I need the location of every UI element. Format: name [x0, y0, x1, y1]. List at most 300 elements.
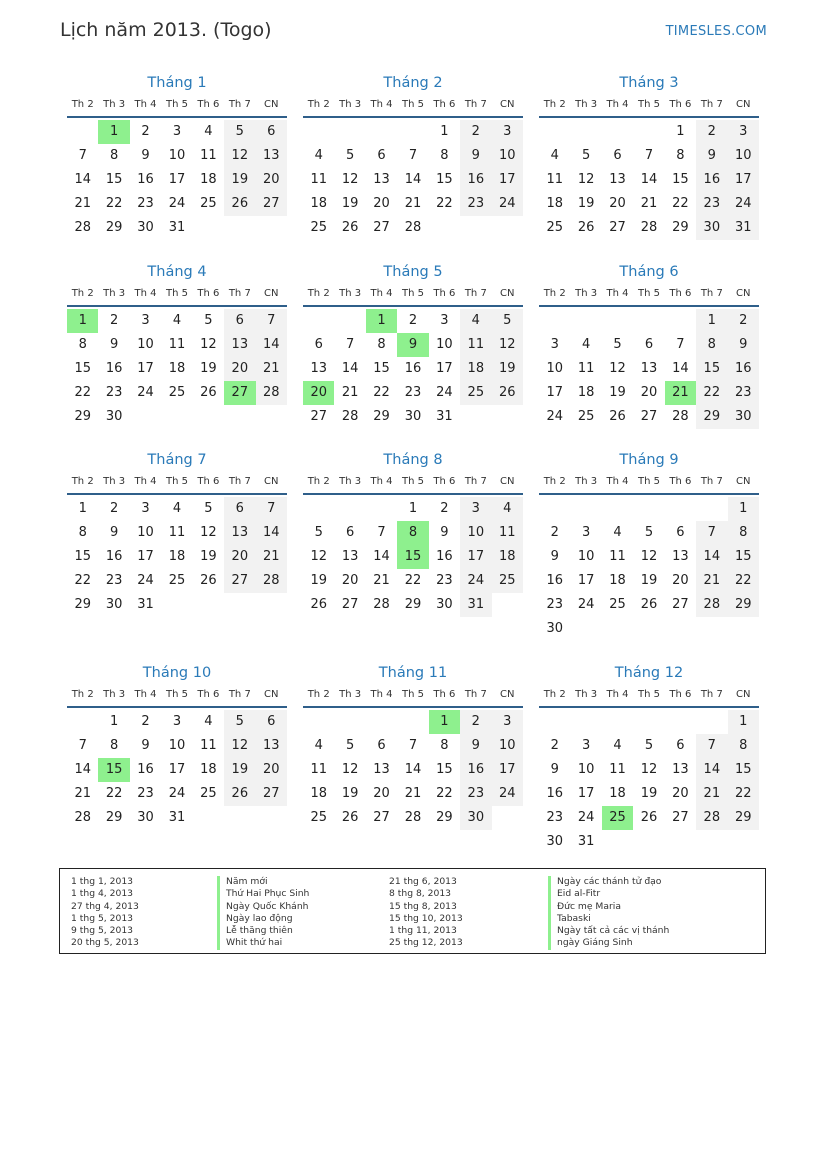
weekday-label: Th 3 [103, 689, 126, 700]
day-cell: 8 [440, 738, 449, 753]
day-cell: 21 [74, 786, 91, 801]
weekday-label: Th 5 [165, 476, 188, 487]
day-cell: 15 [436, 172, 453, 187]
weekday-label: Th 5 [401, 99, 424, 110]
legend-holiday-name: Thứ Hai Phục Sinh [217, 888, 309, 900]
weekday-label: Th 2 [307, 288, 330, 299]
weekday-label: Th 7 [700, 476, 723, 487]
weekday-label: Th 2 [543, 99, 566, 110]
day-cell: 24 [168, 786, 186, 801]
legend-date: 1 thg 5, 2013 [71, 912, 134, 924]
day-cell: 7 [78, 148, 87, 163]
day-cell: 9 [141, 738, 150, 753]
empty-cell [570, 120, 601, 144]
day-grid [303, 710, 523, 830]
month-name: Tháng 1 [147, 75, 207, 91]
day-grid [539, 120, 759, 240]
day-cell: 21 [696, 782, 727, 806]
weekday-label: Th 7 [700, 99, 723, 110]
month-block [303, 662, 523, 830]
day-cell: 26 [341, 220, 359, 235]
weekday-label: Th 2 [71, 476, 94, 487]
legend-date: 1 thg 1, 2013 [71, 876, 134, 887]
day-cell: 26 [341, 810, 359, 825]
day-cell: 1 [109, 714, 119, 729]
day-cell: 11 [609, 762, 626, 777]
day-cell: 13 [609, 172, 626, 187]
day-cell: 8 [696, 333, 727, 357]
day-cell: 1 [696, 309, 727, 333]
day-cell: 6 [345, 525, 355, 540]
empty-cell [303, 497, 334, 521]
day-cell: 31 [436, 409, 453, 424]
day-cell: 16 [546, 786, 563, 801]
day-cell: 24 [577, 597, 595, 612]
day-cell: 28 [640, 220, 658, 235]
weekday-label: Th 4 [606, 288, 629, 299]
month-block [67, 261, 287, 429]
day-cell: 11 [310, 172, 327, 187]
legend-dates-right [389, 876, 463, 950]
day-cell: 19 [224, 168, 255, 192]
day-cell: 24 [577, 810, 595, 825]
weekday-label: Th 3 [575, 99, 598, 110]
weekday-label: Th 3 [339, 476, 362, 487]
day-cell: 28 [696, 806, 727, 830]
site-link[interactable]: TIMESLES.COM [665, 24, 767, 39]
day-cell: 29 [105, 220, 123, 235]
weekday-label: Th 6 [197, 99, 220, 110]
weekday-label: Th 4 [370, 689, 393, 700]
month-name: Tháng 11 [378, 665, 448, 681]
day-cell: 2 [109, 313, 119, 328]
day-cell: 17 [577, 573, 595, 588]
day-cell: 7 [408, 148, 418, 163]
day-cell: 24 [728, 192, 759, 216]
holiday-day-cell: 15 [98, 758, 129, 782]
day-cell: 27 [609, 220, 626, 235]
weekday-label: Th 6 [433, 476, 456, 487]
day-cell: 8 [728, 521, 759, 545]
weekday-label: Th 3 [339, 288, 362, 299]
day-cell: 13 [672, 549, 689, 564]
day-cell: 8 [728, 734, 759, 758]
day-cell: 4 [613, 738, 622, 753]
day-cell: 26 [310, 597, 327, 612]
weekday-header [539, 94, 759, 118]
day-cell: 8 [78, 337, 87, 352]
weekday-label: Th 7 [464, 288, 487, 299]
legend-holiday-name: Năm mới [217, 876, 309, 888]
day-cell: 4 [314, 148, 323, 163]
day-cell: 18 [492, 545, 523, 569]
day-cell: 28 [74, 810, 91, 825]
day-cell: 20 [640, 385, 658, 400]
day-cell: 19 [609, 385, 626, 400]
day-cell: 21 [373, 573, 390, 588]
day-cell: 29 [74, 597, 91, 612]
day-cell: 8 [377, 337, 386, 352]
day-cell: 26 [640, 597, 658, 612]
weekday-label: Th 7 [464, 689, 487, 700]
weekday-label: CN [264, 99, 279, 110]
day-cell: 24 [436, 385, 453, 400]
weekday-header [303, 283, 523, 307]
empty-cell [334, 497, 365, 521]
day-cell: 20 [256, 758, 287, 782]
day-cell: 2 [408, 313, 418, 328]
day-cell: 2 [440, 501, 449, 516]
day-cell: 7 [676, 337, 685, 352]
day-cell: 14 [373, 549, 390, 564]
day-cell: 1 [408, 501, 418, 516]
day-cell: 25 [310, 810, 327, 825]
weekday-label: Th 2 [71, 99, 94, 110]
day-cell: 16 [546, 573, 563, 588]
empty-cell [303, 710, 334, 734]
legend-holiday-name: ngày Giáng Sinh [548, 937, 669, 949]
day-cell: 27 [256, 782, 287, 806]
day-cell: 23 [696, 192, 727, 216]
day-cell: 5 [644, 738, 654, 753]
day-cell: 12 [640, 762, 658, 777]
day-cell: 20 [341, 573, 359, 588]
day-cell: 23 [105, 573, 123, 588]
day-cell: 5 [224, 710, 255, 734]
day-cell: 4 [172, 313, 182, 328]
day-cell: 12 [200, 337, 217, 352]
day-cell: 17 [168, 762, 186, 777]
day-cell: 15 [74, 549, 91, 564]
day-cell: 28 [256, 381, 287, 405]
holiday-day-cell: 1 [98, 120, 129, 144]
day-cell: 2 [141, 714, 150, 729]
day-cell: 25 [168, 385, 186, 400]
day-cell: 6 [256, 710, 287, 734]
day-cell: 11 [200, 738, 217, 753]
weekday-label: Th 4 [134, 689, 157, 700]
empty-cell [633, 497, 664, 521]
weekday-label: Th 2 [543, 288, 566, 299]
day-cell: 22 [672, 196, 689, 211]
day-cell: 10 [728, 144, 759, 168]
day-cell: 30 [696, 216, 727, 240]
month-name: Tháng 9 [619, 452, 679, 468]
day-cell: 27 [373, 810, 390, 825]
day-cell: 2 [141, 124, 150, 139]
empty-cell [665, 497, 696, 521]
legend-holiday-name: Ngày các thánh tử đạo [548, 876, 669, 888]
day-cell: 7 [408, 738, 418, 753]
month-block [539, 261, 759, 429]
weekday-label: Th 4 [606, 99, 629, 110]
day-cell: 26 [200, 573, 217, 588]
weekday-label: Th 5 [165, 689, 188, 700]
weekday-label: CN [736, 689, 751, 700]
weekday-label: Th 4 [134, 99, 157, 110]
day-cell: 19 [200, 549, 217, 564]
weekday-label: Th 7 [464, 476, 487, 487]
day-cell: 15 [728, 545, 759, 569]
day-cell: 1 [440, 124, 449, 139]
day-cell: 21 [696, 569, 727, 593]
day-cell: 12 [224, 144, 255, 168]
day-cell: 14 [341, 361, 359, 376]
weekday-label: Th 7 [228, 476, 251, 487]
day-cell: 5 [492, 309, 523, 333]
day-cell: 2 [550, 738, 559, 753]
day-cell: 5 [345, 738, 355, 753]
day-cell: 10 [460, 521, 491, 545]
day-cell: 12 [341, 762, 359, 777]
weekday-label: CN [736, 288, 751, 299]
weekday-label: Th 4 [370, 476, 393, 487]
month-block [303, 261, 523, 429]
weekday-label: Th 5 [637, 689, 660, 700]
day-cell: 23 [137, 196, 154, 211]
legend-holiday-name: Whit thứ hai [217, 937, 309, 949]
weekday-label: Th 2 [543, 476, 566, 487]
day-cell: 4 [460, 309, 491, 333]
day-cell: 6 [613, 148, 622, 163]
day-cell: 5 [345, 148, 355, 163]
day-cell: 9 [141, 148, 150, 163]
weekday-label: Th 6 [433, 99, 456, 110]
day-cell: 10 [168, 148, 186, 163]
empty-cell [539, 497, 570, 521]
day-cell: 3 [460, 497, 491, 521]
day-cell: 5 [204, 313, 213, 328]
day-cell: 23 [105, 385, 123, 400]
day-cell: 1 [676, 124, 685, 139]
month-name: Tháng 4 [147, 264, 207, 280]
day-cell: 6 [377, 738, 386, 753]
day-cell: 15 [373, 361, 390, 376]
month-block [67, 449, 287, 617]
empty-cell [366, 497, 397, 521]
day-cell: 7 [696, 521, 727, 545]
weekday-label: Th 3 [575, 689, 598, 700]
legend-date: 1 thg 4, 2013 [71, 888, 134, 900]
month-block [539, 662, 759, 854]
weekday-label: CN [736, 99, 751, 110]
day-cell: 27 [310, 409, 327, 424]
day-cell: 17 [492, 758, 523, 782]
day-grid [303, 120, 523, 240]
day-cell: 10 [492, 144, 523, 168]
day-cell: 18 [200, 172, 217, 187]
day-cell: 16 [137, 172, 154, 187]
day-cell: 30 [404, 409, 422, 424]
day-cell: 24 [492, 192, 523, 216]
day-grid [67, 710, 287, 830]
day-cell: 18 [609, 786, 626, 801]
day-cell: 9 [109, 337, 119, 352]
day-cell: 9 [550, 762, 559, 777]
holiday-day-cell: 20 [303, 381, 334, 405]
day-cell: 22 [105, 196, 123, 211]
legend-date: 1 thg 11, 2013 [389, 925, 457, 937]
weekday-label: Th 6 [197, 288, 220, 299]
day-cell: 31 [728, 216, 759, 240]
weekday-label: Th 5 [165, 99, 188, 110]
weekday-label: Th 7 [464, 99, 487, 110]
day-cell: 11 [168, 337, 186, 352]
weekday-label: Th 5 [401, 476, 424, 487]
day-cell: 13 [640, 361, 658, 376]
weekday-label: Th 3 [103, 99, 126, 110]
empty-cell [366, 120, 397, 144]
day-cell: 21 [256, 357, 287, 381]
day-cell: 30 [546, 834, 563, 849]
day-cell: 29 [728, 806, 759, 830]
day-cell: 26 [640, 810, 658, 825]
day-cell: 2 [696, 120, 727, 144]
weekday-label: Th 6 [433, 288, 456, 299]
day-cell: 23 [546, 597, 563, 612]
empty-cell [570, 710, 601, 734]
day-cell: 7 [256, 309, 287, 333]
day-cell: 22 [74, 573, 91, 588]
weekday-label: Th 6 [669, 288, 692, 299]
day-cell: 11 [546, 172, 563, 187]
day-cell: 14 [404, 172, 422, 187]
empty-cell [602, 710, 633, 734]
day-cell: 22 [696, 381, 727, 405]
day-cell: 4 [204, 124, 213, 139]
legend-date: 9 thg 5, 2013 [71, 925, 134, 937]
weekday-label: Th 3 [103, 288, 126, 299]
day-cell: 23 [728, 381, 759, 405]
weekday-label: Th 4 [134, 288, 157, 299]
day-cell: 27 [224, 569, 255, 593]
day-cell: 25 [310, 220, 327, 235]
day-cell: 10 [546, 361, 563, 376]
day-cell: 4 [613, 525, 622, 540]
day-cell: 31 [168, 220, 186, 235]
day-cell: 19 [341, 196, 359, 211]
weekday-label: Th 4 [606, 689, 629, 700]
day-cell: 30 [728, 405, 759, 429]
holiday-day-cell: 1 [429, 710, 460, 734]
day-cell: 23 [404, 385, 422, 400]
weekday-header [67, 471, 287, 495]
weekday-label: Th 2 [71, 288, 94, 299]
empty-cell [539, 309, 570, 333]
day-cell: 6 [224, 497, 255, 521]
day-cell: 31 [577, 834, 595, 849]
day-cell: 21 [640, 196, 658, 211]
legend-date: 8 thg 8, 2013 [389, 888, 452, 900]
legend-date: 15 thg 8, 2013 [389, 900, 457, 912]
day-cell: 20 [609, 196, 626, 211]
day-cell: 19 [492, 357, 523, 381]
day-cell: 5 [314, 525, 323, 540]
holiday-day-cell: 27 [224, 381, 255, 405]
day-cell: 16 [105, 549, 123, 564]
month-name: Tháng 8 [383, 452, 443, 468]
day-cell: 10 [168, 738, 186, 753]
weekday-label: Th 5 [637, 476, 660, 487]
empty-cell [397, 710, 428, 734]
weekday-label: Th 2 [307, 99, 330, 110]
day-cell: 29 [105, 810, 123, 825]
day-cell: 22 [105, 786, 123, 801]
holiday-day-cell: 9 [397, 333, 428, 357]
day-cell: 27 [341, 597, 359, 612]
legend-names-right [548, 876, 669, 950]
day-cell: 5 [581, 148, 591, 163]
weekday-label: Th 5 [165, 288, 188, 299]
weekday-label: Th 5 [637, 288, 660, 299]
day-cell: 17 [137, 549, 154, 564]
day-cell: 7 [377, 525, 386, 540]
weekday-label: Th 5 [637, 99, 660, 110]
day-cell: 18 [577, 385, 595, 400]
month-block [539, 72, 759, 240]
day-cell: 9 [550, 549, 559, 564]
weekday-label: Th 7 [228, 99, 251, 110]
weekday-label: CN [500, 288, 515, 299]
day-cell: 13 [256, 144, 287, 168]
day-cell: 24 [137, 573, 154, 588]
day-cell: 18 [546, 196, 563, 211]
day-cell: 30 [105, 409, 123, 424]
day-cell: 29 [728, 593, 759, 617]
day-cell: 20 [224, 545, 255, 569]
weekday-label: Th 3 [339, 99, 362, 110]
empty-cell [570, 309, 601, 333]
day-cell: 14 [256, 333, 287, 357]
day-cell: 22 [404, 573, 422, 588]
holiday-day-cell: 21 [665, 381, 696, 405]
month-block [67, 72, 287, 240]
day-cell: 15 [672, 172, 689, 187]
day-cell: 12 [341, 172, 359, 187]
day-cell: 12 [224, 734, 255, 758]
day-cell: 28 [256, 569, 287, 593]
day-grid [303, 309, 523, 429]
day-cell: 13 [341, 549, 359, 564]
day-cell: 25 [200, 786, 217, 801]
day-grid [539, 309, 759, 429]
legend-holiday-name: Lễ thăng thiên [217, 925, 309, 937]
day-cell: 16 [728, 357, 759, 381]
empty-cell [602, 497, 633, 521]
day-cell: 11 [200, 148, 217, 163]
day-cell: 14 [696, 758, 727, 782]
empty-cell [665, 710, 696, 734]
day-cell: 16 [460, 758, 491, 782]
month-name: Tháng 6 [619, 264, 679, 280]
day-cell: 24 [168, 196, 186, 211]
day-cell: 2 [460, 710, 491, 734]
empty-cell [303, 309, 334, 333]
weekday-label: Th 6 [197, 689, 220, 700]
day-cell: 9 [728, 333, 759, 357]
weekday-label: Th 6 [669, 476, 692, 487]
day-cell: 11 [577, 361, 595, 376]
weekday-label: Th 4 [370, 288, 393, 299]
day-cell: 18 [310, 196, 327, 211]
empty-cell [665, 309, 696, 333]
day-cell: 29 [404, 597, 422, 612]
day-cell: 17 [492, 168, 523, 192]
day-cell: 29 [373, 409, 390, 424]
day-cell: 2 [728, 309, 759, 333]
weekday-label: Th 2 [307, 476, 330, 487]
weekday-label: Th 2 [307, 689, 330, 700]
